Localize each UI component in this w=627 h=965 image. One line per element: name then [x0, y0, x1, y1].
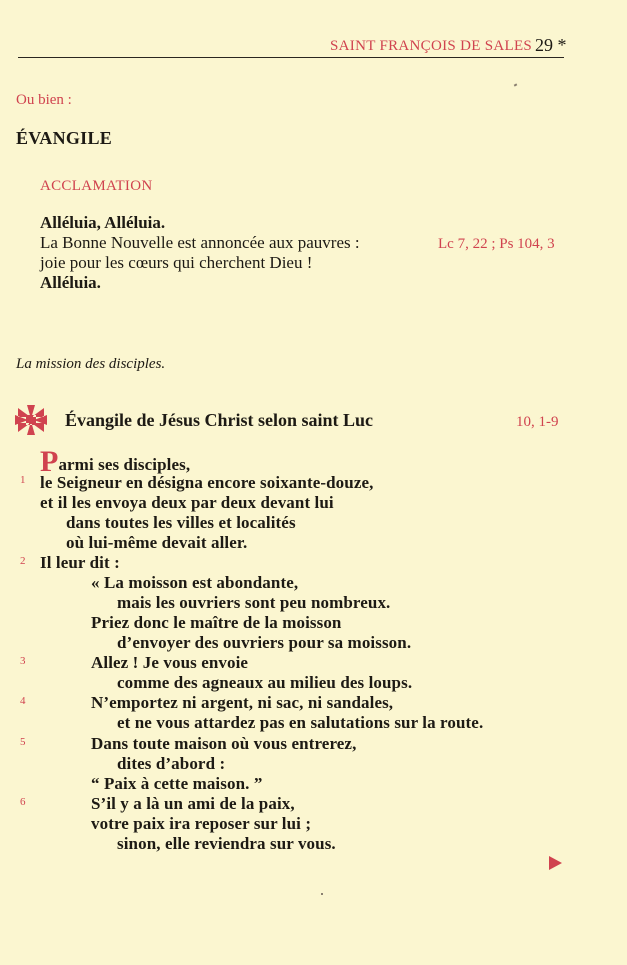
acclamation-line: Alléluia, Alléluia. [40, 213, 166, 232]
gospel-line: Dans toute maison où vous entrerez, [91, 734, 357, 753]
gospel-line: d’envoyer des ouvriers pour sa moisson. [117, 633, 412, 652]
verse-number: 1 [20, 474, 26, 486]
drop-cap: P [40, 445, 59, 478]
header-rule [18, 57, 564, 58]
gospel-line: et il les envoya deux par deux devant lui [40, 493, 334, 512]
gospel-line: votre paix ira reposer sur lui ; [91, 814, 312, 833]
verse-number: 4 [20, 695, 26, 707]
gospel-line: Priez donc le maître de la moisson [91, 613, 342, 632]
gospel-line: mais les ouvriers sont peu nombreux. [117, 593, 391, 612]
gospel-line: le Seigneur en désigna encore soixante-douze, [40, 473, 374, 492]
gospel-line: comme des agneaux au milieu des loups. [117, 673, 413, 692]
gospel-line: armi ses disciples, [58, 455, 191, 474]
verse-number: 5 [20, 736, 26, 748]
gospel-line: dans toutes les villes et localités [66, 513, 296, 532]
gospel-line: Il leur dit : [40, 553, 120, 572]
triangle-right-icon [549, 856, 562, 870]
acclamation-reference: Lc 7, 22 ; Ps 104, 3 [438, 236, 555, 252]
gospel-line: « La moisson est abondante, [91, 573, 299, 592]
gospel-line: sinon, elle reviendra sur vous. [117, 834, 336, 853]
paper-speck [514, 83, 518, 86]
acclamation-label: ACCLAMATION [40, 178, 153, 194]
page-number: 29 * [535, 35, 567, 55]
ou-bien-label: Ou bien : [16, 92, 72, 108]
verse-number: 3 [20, 655, 26, 667]
gospel-line: N’emportez ni argent, ni sac, ni sandales, [91, 693, 394, 712]
gospel-first-line [40, 445, 191, 478]
gospel-line: “ Paix à cette maison. ” [91, 774, 263, 793]
acclamation-text [40, 213, 360, 293]
section-title: ÉVANGILE [16, 128, 113, 148]
running-head: SAINT FRANÇOIS DE SALES [330, 38, 533, 54]
gospel-line: Allez ! Je vous envoie [91, 653, 249, 672]
maltese-cross-icon [14, 403, 48, 437]
gospel-line: et ne vous attardez pas en salutations sur la route. [117, 713, 484, 732]
gospel-line: où lui-même devait aller. [66, 533, 248, 552]
acclamation-line: Alléluia. [40, 273, 101, 292]
acclamation-line: La Bonne Nouvelle est annoncée aux pauvres : [40, 233, 360, 252]
acclamation-line: joie pour les cœurs qui cherchent Dieu ! [40, 253, 313, 272]
gospel-line: dites d’abord : [117, 754, 226, 773]
verse-number: 6 [20, 796, 26, 808]
gospel-title: Évangile de Jésus Christ selon saint Luc [65, 410, 374, 430]
gospel-line: S’il y a là un ami de la paix, [91, 794, 295, 813]
paper-speck [321, 893, 323, 895]
reading-subtitle: La mission des disciples. [16, 356, 166, 372]
gospel-reference: 10, 1-9 [516, 414, 559, 430]
verse-number: 2 [20, 555, 26, 567]
